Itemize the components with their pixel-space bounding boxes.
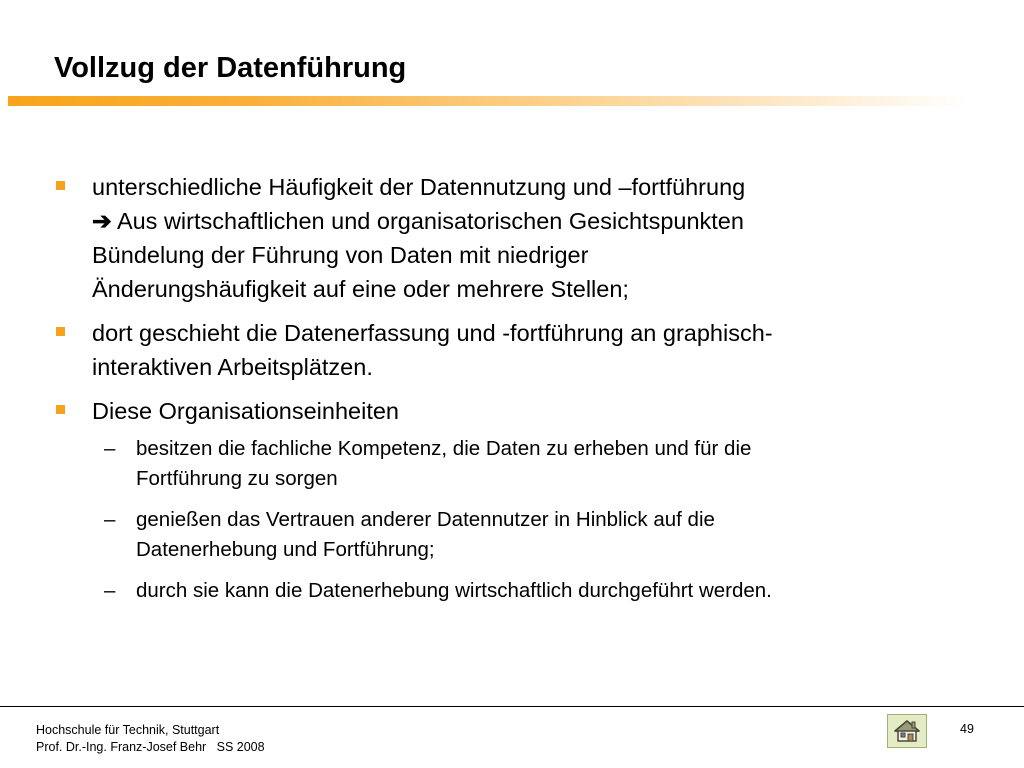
- slide-body: [54, 170, 954, 617]
- bullet-1-line-1: unterschiedliche Häufigkeit der Datennutzung und –fortführung: [92, 174, 746, 200]
- bullet-1-line-2-text: Aus wirtschaftlichen und organisatorischen Gesichtspunkten: [116, 208, 744, 234]
- sub-item-2: [54, 505, 954, 565]
- home-button[interactable]: [887, 714, 927, 748]
- home-icon: [893, 719, 921, 743]
- sub-item-1: [54, 434, 954, 494]
- square-bullet-icon: [56, 181, 65, 190]
- bullet-2-line-1: dort geschieht die Datenerfassung und -fortführung an graphisch-: [92, 320, 773, 346]
- bullet-item-1: [54, 170, 954, 306]
- right-arrow-icon: ➔: [92, 208, 112, 234]
- bullet-2-line-2: interaktiven Arbeitsplätzen.: [92, 354, 373, 380]
- sub-item-1-line-1: besitzen die fachliche Kompetenz, die Daten zu erheben und für die: [136, 437, 752, 460]
- bullet-1-line-4: Änderungshäufigkeit auf eine oder mehrere Stellen;: [92, 276, 629, 302]
- footer-institution: Hochschule für Technik, Stuttgart: [36, 723, 220, 737]
- square-bullet-icon: [56, 405, 65, 414]
- title-underline-bar: [8, 96, 968, 106]
- footer-divider: [0, 706, 1024, 707]
- sub-item-3-line-1: durch sie kann die Datenerhebung wirtschaftlich durchgeführt werden.: [136, 579, 772, 602]
- sub-item-3: [54, 576, 954, 606]
- footer-author: Prof. Dr.-Ing. Franz-Josef Behr SS 2008: [36, 740, 265, 754]
- sub-item-1-line-2: Fortführung zu sorgen: [136, 467, 338, 490]
- dash-bullet: –: [104, 579, 116, 602]
- bullet-item-2: [54, 316, 954, 384]
- square-bullet-icon: [56, 327, 65, 336]
- bullet-3-line-1: Diese Organisationseinheiten: [92, 398, 399, 424]
- sub-item-2-line-2: Datenerhebung und Fortführung;: [136, 538, 435, 561]
- sub-item-2-line-1: genießen das Vertrauen anderer Datennutzer in Hinblick auf die: [136, 508, 715, 531]
- footer-info: [36, 722, 265, 756]
- slide-title: Vollzug der Datenführung: [54, 52, 407, 84]
- dash-bullet: –: [104, 508, 116, 531]
- dash-bullet: –: [104, 437, 116, 460]
- bullet-item-3: [54, 394, 954, 428]
- bullet-1-line-3: Bündelung der Führung von Daten mit niedriger: [92, 242, 589, 268]
- page-number: 49: [960, 722, 974, 736]
- bullet-1-line-2: [92, 204, 954, 238]
